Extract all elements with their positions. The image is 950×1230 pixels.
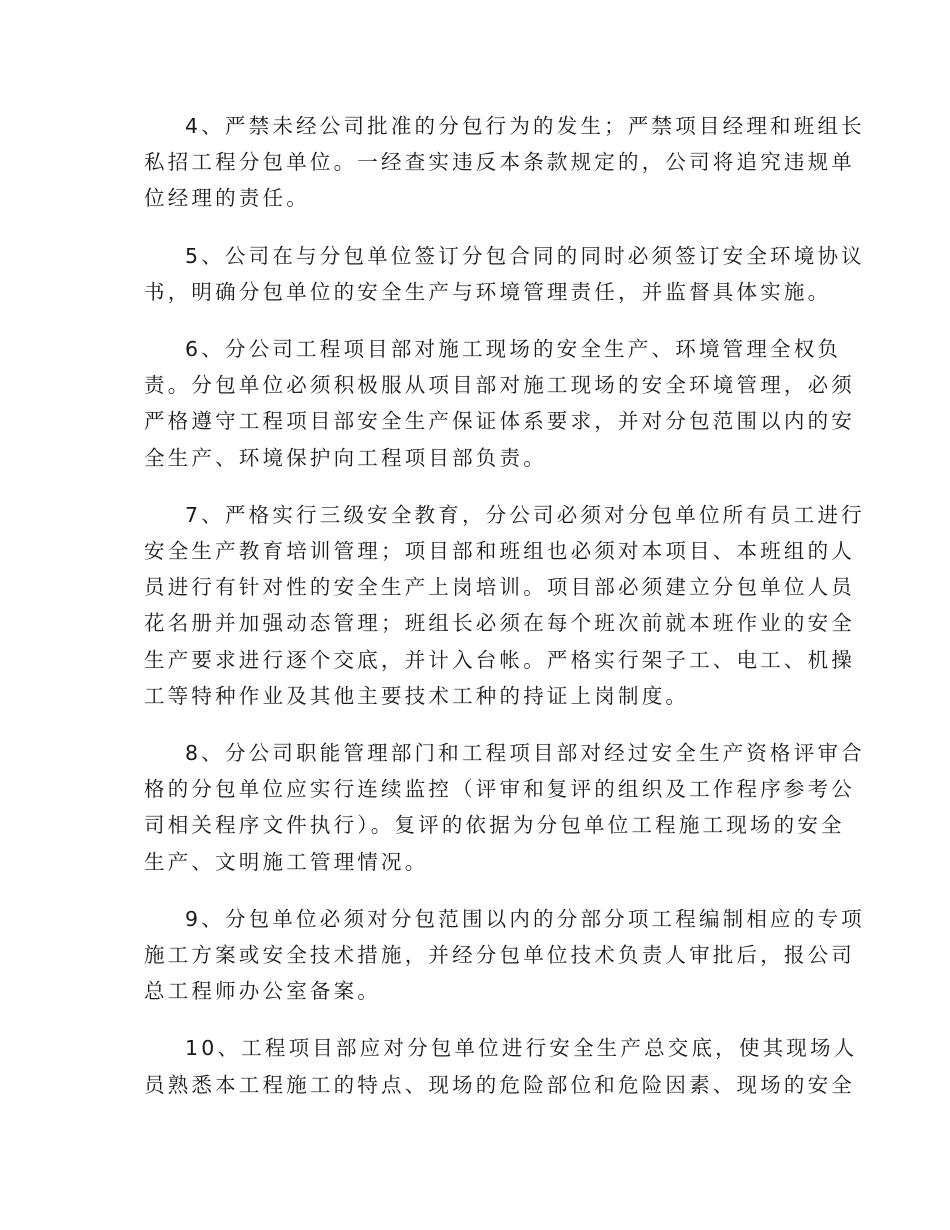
paragraph-line: 司相关程序文件执行）。复评的依据为分包单位工程施工现场的安全 [144, 813, 845, 838]
paragraph-line: 9、分包单位必须对分包范围以内的分部分项工程编制相应的专项 [185, 906, 865, 931]
paragraph-line: 全生产、环境保护向工程项目部负责。 [144, 445, 547, 470]
paragraph-line: 私招工程分包单位。一经查实违反本条款规定的，公司将追究违规单 [144, 150, 855, 175]
paragraph-6 [144, 331, 855, 476]
paragraph-line: 6、分公司工程项目部对施工现场的安全生产、环境管理全权负 [185, 337, 842, 362]
paragraph-line: 4、严禁未经公司批准的分包行为的发生；严禁项目经理和班组长 [185, 114, 865, 138]
paragraph-5 [144, 238, 865, 310]
paragraph-line: 花名册并加强动态管理；班组长必须在每个班次前就本班作业的安全 [144, 611, 855, 636]
paragraph-line: 书，明确分包单位的安全生产与环境管理责任，并监督具体实施。 [144, 279, 832, 304]
paragraph-line: 位经理的责任。 [144, 186, 310, 211]
paragraph-line: 5、公司在与分包单位签订分包合同的同时必须签订安全环境协议 [185, 243, 865, 268]
paragraph-line: 生产、文明施工管理情况。 [144, 849, 429, 874]
paragraph-line: 责。分包单位必须积极服从项目部对施工现场的安全环境管理，必须 [144, 373, 855, 398]
paragraph-line: 7、严格实行三级安全教育，分公司必须对分包单位所有员工进行 [185, 502, 865, 527]
paragraph-8 [144, 735, 865, 880]
paragraph-line: 8、分公司职能管理部门和工程项目部对经过安全生产资格评审合 [185, 741, 865, 766]
paragraph-7 [144, 497, 865, 714]
paragraph-10 [144, 1030, 858, 1102]
paragraph-line: 总工程师办公室备案。 [144, 979, 381, 1004]
paragraph-line: 格的分包单位应实行连续监控（评审和复评的组织及工作程序参考公 [144, 777, 855, 802]
paragraph-line: 安全生产教育培训管理；项目部和班组也必须对本项目、本班组的人 [144, 539, 855, 564]
paragraph-9 [144, 901, 865, 1010]
paragraph-line: 员熟悉本工程施工的特点、现场的危险部位和危险因素、现场的安全 [144, 1072, 855, 1097]
paragraph-4 [144, 108, 865, 217]
paragraph-line: 工等特种作业及其他主要技术工种的持证上岗制度。 [144, 683, 690, 708]
paragraph-line: 10、工程项目部应对分包单位进行安全生产总交底，使其现场人 [185, 1036, 858, 1061]
paragraph-line: 施工方案或安全技术措施，并经分包单位技术负责人审批后，报公司 [144, 943, 855, 968]
document-body [144, 108, 865, 1124]
paragraph-line: 生产要求进行逐个交底，并计入台帐。严格实行架子工、电工、机操 [144, 647, 855, 672]
paragraph-line: 严格遵守工程项目部安全生产保证体系要求，并对分包范围以内的安 [144, 409, 855, 434]
paragraph-line: 员进行有针对性的安全生产上岗培训。项目部必须建立分包单位人员 [144, 575, 855, 600]
